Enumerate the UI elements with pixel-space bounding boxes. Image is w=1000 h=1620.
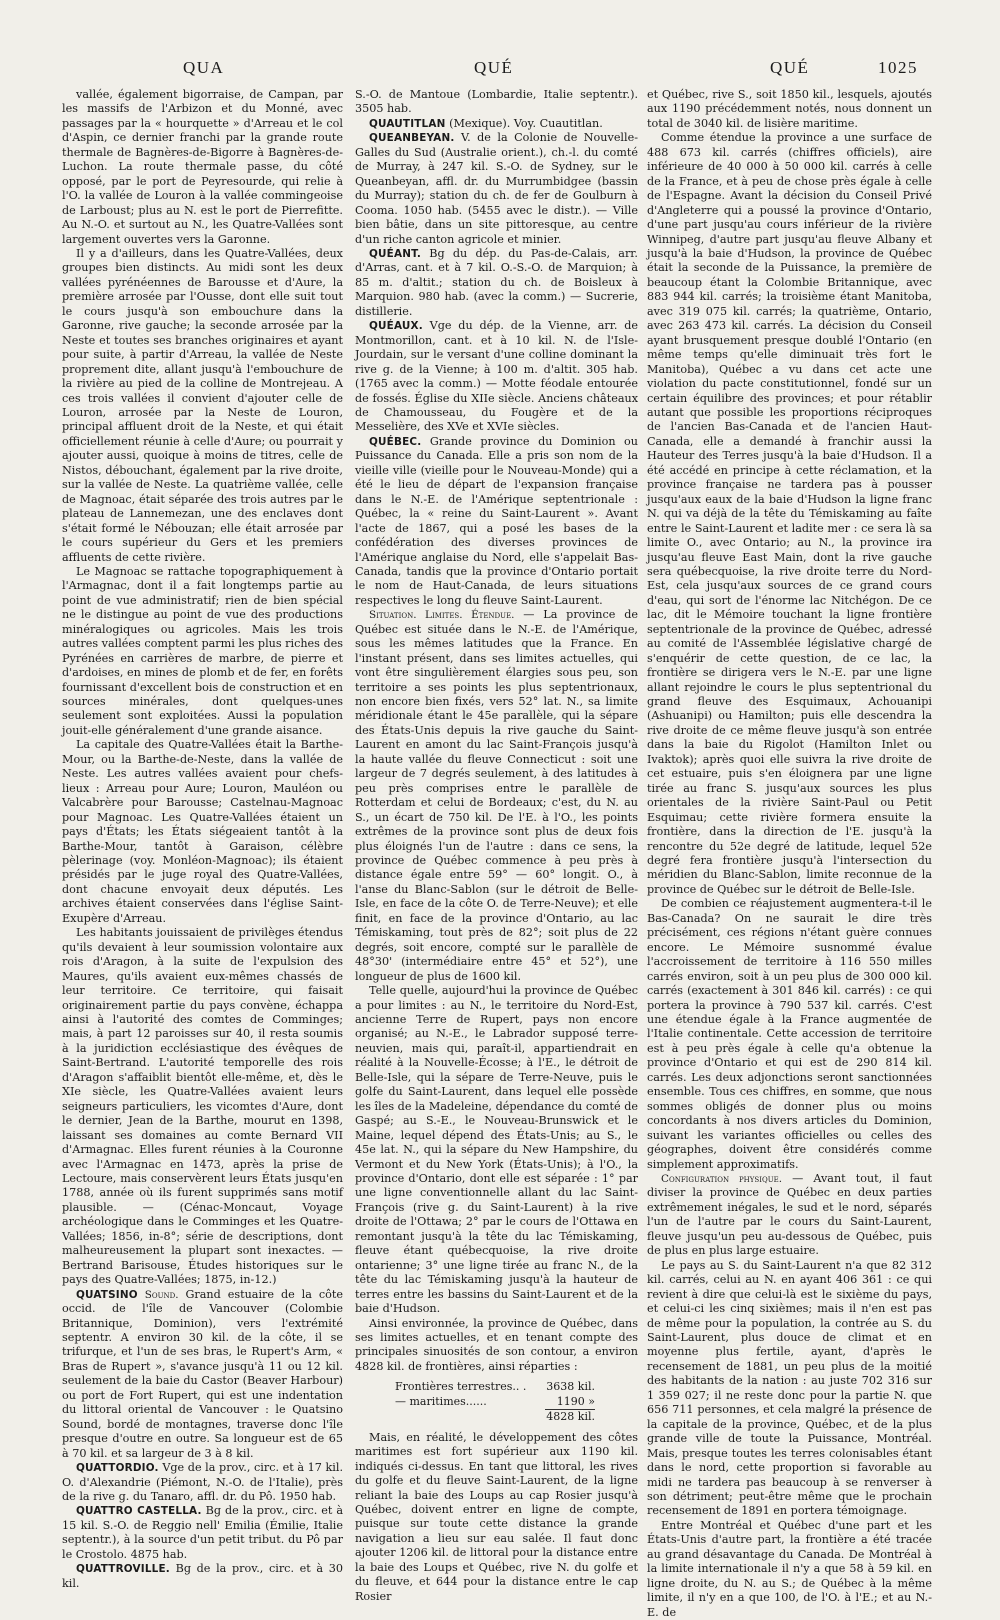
paragraph xyxy=(355,131,638,247)
paragraph-text: S.-O. de Mantoue (Lombardie, Italie septentr.). 3505 hab. xyxy=(355,88,638,116)
paragraph xyxy=(62,565,343,738)
paragraph xyxy=(355,117,638,131)
paragraph-text: Bg de la prov., circ. et à 30 kil. xyxy=(62,1562,343,1590)
paragraph-text: Bg de la prov., circ. et à 15 kil. S.-O. de Reggio nell' Emilia (Émilie, Italie septentr.), à la source d'un petit tribut. du Pô par le Crostolo. 4875 hab. xyxy=(62,1504,343,1561)
paragraph xyxy=(355,608,638,984)
headword: QUATTORDIO. xyxy=(76,1462,159,1475)
paragraph xyxy=(62,88,343,247)
paragraph xyxy=(355,1431,638,1604)
paragraph xyxy=(62,1504,343,1562)
headword: QUATSINO xyxy=(76,1288,138,1301)
paragraph xyxy=(355,247,638,319)
headword: QUATTRO CASTELLA. xyxy=(76,1505,202,1518)
paragraph-text: Vge de la prov., circ. et à 17 kil. O. d'Alexandrie (Piémont, N.-O. de l'Italie), près de la rive g. du Tanaro, affl. dr. du Pô. 1950 hab. xyxy=(62,1461,344,1503)
paragraph-text: De combien ce réajustement augmentera-t-il le Bas-Canada? On ne saurait le dire très précisément, ces régions n'étant guère connues encore. Le Mémoire susnommé évalue l'accroissement de territoire à 116 550 milles carrés environ, soit à un peu plus de 300 000 kil. carrés (exactement à 301 846 kil. carrés) : ce qui portera la province à 790 537 kil. carrés. C'est une étendue égale à la France augmentée de l'Italie continentale. Cette accession de territoire est à peu près égale à celle qu'a obtenue la province d'Ontario et qui est de 290 814 kil. carrés. Les deux adjonctions seront sanctionnées ensemble. Tous ces chiffres, en somme, que nous sommes obligés de donner plus ou moins concordants à nos divers articles du Dominion, suivant les variantes officielles ou celles des géographes, doivent être considérés comme simplement approximatifs. xyxy=(647,897,932,1171)
paragraph-text: La capitale des Quatre-Vallées était la Barthe-Mour, ou la Barthe-de-Neste, dans la vallée de Neste. Les autres vallées avaient pour chefs-lieux : Arreau pour Aure; Louron, Mauléon ou Valcabrère pour Barousse; Castelnau-Magnoac pour Magnoac. Les Quatre-Vallées étaient un pays d'États; les États siégeaient tantôt à la Barthe-Mour, tantôt à Garaison, célèbre pèlerinage (voy. Monléon-Magnoac); ils étaient présidés par le juge royal des Quatre-Vallées, dont chacune envoyait deux députés. Les archives étaient conservées dans l'église Saint-Exupère d'Arreau. xyxy=(62,738,343,925)
paragraph-text: — La province de Québec est située dans le N.-E. de l'Amérique, sous les mêmes latitudes que la France. En l'instant présent, dans ses limites actuelles, qui vont être singulièrement élargies sous peu, son territoire a ses points les plus septentrionaux, non encore bien fixés, vers 52° lat. N., sa limite méridionale étant le 45e parallèle, qui la sépare des États-Unis depuis la rive gauche du Saint-Laurent en amont du lac Saint-François jusqu'à la haute vallée du fleuve Connecticut : soit une largeur de 7 degrés seulement, à des latitudes à peu près comprises entre le parallèle de Rotterdam et celui de Bordeaux; c'est, du N. au S., un écart de 750 kil. De l'E. à l'O., les points extrêmes de la province sont plus de deux fois plus éloignés l'un de l'autre : dans ce sens, la province de Québec commence à peu près à distance égale entre 59° — 60° longit. O., à l'anse du Blanc-Sablon (sur le détroit de Belle-Isle, en face de la côte O. de Terre-Neuve); et elle finit, en face de la province d'Ontario, au lac Témiskaming, tout près de 82°; soit plus de 22 degrés, soit encore, compté sur le parallèle de 48°30' (intermédiaire entre 45° et 52°), une longueur de plus de 1600 kil. xyxy=(355,608,638,983)
frontier-value: 3638 kil. xyxy=(546,1380,595,1394)
paragraph xyxy=(62,1461,343,1504)
paragraph xyxy=(62,926,343,1287)
paragraph xyxy=(62,1288,343,1461)
headword: QUAUTITLAN xyxy=(369,117,446,130)
running-head-right: QUÉ xyxy=(770,58,810,77)
paragraph-text: Grande province du Dominion ou Puissance du Canada. Elle a pris son nom de la vieille ville (vieille pour le Nouveau-Monde) qui a été le lieu de départ de l'expansion française dans le N.-E. de l'Amérique septentrionale : Québec, la « reine du Saint-Laurent ». Avant l'acte de 1867, qui a posé les bases de la confédération des diverses provinces de l'Amérique anglaise du Nord, elle s'appelait Bas-Canada, tandis que la province d'Ontario portait le nom de Haut-Canada, de leurs situations respectives le long du fleuve Saint-Laurent. xyxy=(355,434,638,607)
paragraph xyxy=(355,984,638,1316)
paragraph-text: Vge du dép. de la Vienne, arr. de Montmorillon, cant. et à 10 kil. N. de l'Isle-Jourdain, sur le versant d'une colline dominant la rive g. de la Vienne; à 100 m. d'altit. 305 hab. (1765 avec la comm.) — Motte féodale entourée de fossés. Église du XIIe siècle. Anciens châteaux de Chamousseau, du Fougère et de la Messelière, des XVe et XVIe siècles. xyxy=(355,319,638,434)
paragraph xyxy=(62,247,343,565)
paragraph-text: Mais, en réalité, le développement des côtes maritimes est fort supérieur aux 1190 kil. indiqués ci-dessus. En tant que littoral, les rives du golfe et du fleuve Saint-Laurent, de la ligne reliant la baie des Loups au cap Rosier jusqu'à Québec, doivent entrer en ligne de compte, puisque sur toute cette distance la grande navigation a lieu sur eau salée. Il faut donc ajouter 1206 kil. de littoral pour la distance entre la baie des Loups et Québec, rive N. du golfe et du fleuve, et 644 pour la distance entre le cap Rosier xyxy=(355,1430,638,1603)
running-head-center: QUÉ xyxy=(474,58,514,77)
paragraph xyxy=(62,1562,343,1591)
paragraph-text: Ainsi environnée, la province de Québec, dans ses limites actuelles, et en tenant compte des principales sinuosités de son contour, a environ 4828 kil. de frontières, ainsi réparties : xyxy=(355,1316,638,1373)
paragraph-text: Les habitants jouissaient de privilèges étendus qu'ils devaient à leur soumission volontaire aux rois d'Aragon, à la suite de l'expulsion des Maures, qu'ils avaient eux-mêmes chassés de leur territoire. Ce territoire, qui faisait originairement partie du pays convène, échappa ainsi à l'autorité des comtes de Comminges; mais, à part 12 paroisses sur 40, il resta soumis à la juridiction ecclésiastique des évêques de Saint-Bertrand. L'autorité temporelle des rois d'Aragon s'affaiblit bientôt elle-même, et, dès le XIe siècle, les Quatre-Vallées avaient leurs seigneurs particuliers, les vicomtes d'Aure, dont le dernier, Jean de la Barthe, mourut en 1398, laissant ses domaines au comte Bernard VII d'Armagnac. Elles furent réunies à la Couronne avec l'Armagnac en 1473, après la prise de Lectoure, mais conservèrent leurs États jusqu'en 1788, année où ils furent supprimés sans motif plausible. — (Cénac-Moncaut, Voyage archéologique dans le Comminges et les Quatre-Vallées; 1856, in-8°; série de descriptions, dont malheureusement la plupart sont inexactes. — Bertrand Barisouse, Études historiques sur le pays des Quatre-Vallées; 1875, in-12.) xyxy=(62,926,343,1287)
paragraph xyxy=(355,319,638,435)
paragraph xyxy=(355,435,638,608)
paragraph xyxy=(647,1259,932,1519)
column-2-part-a xyxy=(355,88,638,1374)
column-2 xyxy=(355,88,638,1604)
frontier-total: 4828 kil. xyxy=(546,1410,595,1424)
paragraph-text: Grand estuaire de la côte occid. de l'île de Vancouver (Colombie Britannique, Dominion), vers l'extrémité septentr. A environ 30 kil. de la côte, il se trifurque, et l'un de ses bras, le Rupert's Arm, « Bras de Rupert », s'avance jusqu'à 11 ou 12 kil. seulement de la baie du Castor (Beaver Harbour) ou port de Fort Rupert, qui est une indentation du littoral oriental de Vancouver : le Quatsino Sound, bordé de montagnes, traverse donc l'île presque d'outre en outre. Sa longueur est de 65 à 70 kil. et sa largeur de 3 à 8 kil. xyxy=(62,1287,343,1460)
page-number: 1025 xyxy=(878,58,918,77)
headword: QUÉANT. xyxy=(369,247,421,260)
paragraph xyxy=(355,1317,638,1375)
paragraph xyxy=(647,88,932,131)
column-1 xyxy=(62,88,343,1591)
paragraph xyxy=(647,897,932,1172)
frontier-row-maritime xyxy=(395,1395,595,1409)
section-heading: Configuration physique. xyxy=(661,1172,783,1185)
running-head-left: QUA xyxy=(183,58,225,77)
headword: QUÉAUX. xyxy=(369,320,423,333)
headword: QUEANBEYAN. xyxy=(369,132,455,145)
section-heading: Situation. Limites. Étendue. xyxy=(369,609,515,622)
paragraph-text: Entre Montréal et Québec d'une part et les États-Unis d'autre part, la frontière a été tracée au grand désavantage du Canada. De Montréal à la limite internationale il n'y a que 58 à 59 kil. en ligne droite, du N. au S.; de Québec à la même limite, il n'y en a que 100, de l'O. à l'E.; et au N.-E. de xyxy=(647,1518,932,1619)
column-2-part-b xyxy=(355,1431,638,1604)
frontier-table xyxy=(395,1380,595,1424)
paragraph xyxy=(62,738,343,926)
paragraph xyxy=(647,1519,932,1620)
headword: QUATTROVILLE. xyxy=(76,1563,170,1576)
column-3 xyxy=(647,88,932,1620)
paragraph-text: Bg du dép. du Pas-de-Calais, arr. d'Arras, cant. et à 7 kil. O.-S.-O. de Marquion; à 85 m. d'altit.; station du ch. de Boisleux à Marquion. 980 hab. (avec la comm.) — Sucrerie, distillerie. xyxy=(355,246,638,318)
paragraph-text: (Mexique). Voy. Cuautitlan. xyxy=(449,116,603,130)
frontier-value: 1190 » xyxy=(556,1394,595,1408)
paragraph xyxy=(647,1172,932,1259)
paragraph-text: Comme étendue la province a une surface de 488 673 kil. carrés (chiffres officiels), aire inférieure de 40 000 à 50 000 kil. carrés à celle de la France, et à peu de chose près égale à celle de l'Espagne. Avant la décision du Conseil Privé d'Angleterre qui a poussé la province d'Ontario, d'une part jusqu'au cours inférieur de la rivière Winnipeg, d'autre part jusqu'au fleuve Albany et jusqu'à la baie d'Hudson, la province de Québec était la seconde de la Puissance, la première de beaucoup étant la Colombie Britannique, avec 883 944 kil. carrés; la troisième étant Manitoba, avec 319 075 kil. carrés; la quatrième, Ontario, avec 263 473 kil. carrés. La décision du Conseil ayant brusquement presque doublé l'Ontario (en même temps qu'elle diminuait très fort le Manitoba), Québec a vu dans cet acte une violation du pacte constitutionnel, fondé sur un certain équilibre des provinces; et pour rétablir autant que possible les proportions réciproques de l'ancien Bas-Canada et de l'ancien Haut-Canada, elle a demandé à franchir aussi la Hauteur des Terres jusqu'à la baie d'Hudson. Il a été accédé en principe à cette réclamation, et la province française ne tardera pas à pousser jusqu'aux eaux de la baie d'Hudson la ligne franc N. qui va déjà de la tête du Témiskaming au faîte entre le Saint-Laurent et ladite mer : ce sera là sa limite O., avec Ontario; au N., la province ira jusqu'au fleuve East Main, dont la rive gauche sera québecquoise, la rive droite terre du Nord-Est, cela jusqu'aux sources de ce grand cours d'eau, qui sort de l'énorme lac Nitchégon. De ce lac, dit le Mémoire touchant la ligne frontière septentrionale de la province de Québec, adressé au comité de l'Assemblée législative chargé de s'enquérir de cette question, de ce lac, la frontière se dirigera vers le N.-E. par une ligne allant rejoindre le cours le plus septentrional du grand fleuve des Esquimaux, Achouanipi (Ashuanipi) ou Hamilton; puis elle descendra la rive droite de ce même fleuve jusqu'à son entrée dans la baie du Rigolot (Hamilton Inlet ou Ivaktok); après quoi elle suivra la rive droite de cet estuaire, puis s'en éloignera par une ligne tirée au franc S. jusqu'aux sources les plus orientales de la rivière Saint-Paul ou Petit Esquimau; cette rivière formera ensuite la frontière, dans la direction de l'E. jusqu'à la rencontre du 52e degré de latitude, lequel 52e degré fera frontière jusqu'à l'intersection du méridien du Blanc-Sablon, limite reconnue de la province de Québec sur le détroit de Belle-Isle. xyxy=(647,131,932,896)
paragraph-text: Telle quelle, aujourd'hui la province de Québec a pour limites : au N., le territoire du Nord-Est, ancienne Terre de Rupert, pays non encore organisé; au N.-E., le Labrador supposé terre-neuvien, mais qui, paraît-il, appartiendrait en réalité à la Nouvelle-Écosse; à l'E., le détroit de Belle-Isle, qui la sépare de Terre-Neuve, puis le golfe du Saint-Laurent, dans lequel elle possède les îles de la Madeleine, dépendance du comté de Gaspé; au S.-E., le Nouveau-Brunswick et le Maine, lequel dépend des États-Unis; au S., le 45e lat. N., qui la sépare du New Hampshire, du Vermont et du New York (États-Unis); à l'O., la province d'Ontario, dont elle est séparée : 1° par une ligne conventionnelle allant du lac Saint-François (rive g. du Saint-Laurent) à la rive droite de l'Ottawa; 2° par le cours de l'Ottawa en remontant jusqu'à la tête du lac Témiskaming, fleuve étant québecquoise, la rive droite ontarienne; 3° une ligne tirée au franc N., de la tête du lac Témiskaming jusqu'à la hauteur de terres entre les bassins du Saint-Laurent et de la baie d'Hudson. xyxy=(355,984,638,1316)
paragraph-text: Le pays au S. du Saint-Laurent n'a que 82 312 kil. carrés, celui au N. en ayant 406 361 : ce qui revient à dire que celui-là est le sixième du pays, et celui-ci les cinq sixièmes; mais il n'en est pas de même pour la population, la contrée au S. du Saint-Laurent, plus douce de climat et en moyenne plus fertile, ayant, d'après le recensement de 1881, un peu plus de la moitié des habitants de la nation : au juste 702 316 sur 1 359 027; il ne reste donc pour la partie N. que 656 711 personnes, et cela malgré la présence de la capitale de la province, Québec, et de la plus grande ville de toute la Puissance, Montréal. Mais, presque toutes les terres colonisables étant dans le nord, cette proportion si favorable au midi ne tardera pas beaucoup à se renverser à son détriment; peut-être même que le prochain recensement de 1891 en portera témoignage. xyxy=(647,1258,932,1518)
paragraph-text: Il y a d'ailleurs, dans les Quatre-Vallées, deux groupes bien distincts. Au midi sont les deux vallées pyrénéennes de Barousse et d'Aure, la première arrosée par l'Ousse, dont elle suit tout le cours jusqu'à son embouchure dans la Garonne, rive gauche; la seconde arrosée par la Neste et toutes ses branches originaires et ayant pour suite, à partir d'Arreau, la vallée de Neste proprement dite, allant jusqu'à l'embouchure de la rivière au pied de la colline de Montrejeau. A ces trois vallées il convient d'ajouter celle de Louron, arrosée par la Neste de Louron, principal affluent droit de la Neste, et qui était officiellement réunie à celle d'Aure; ou pourrait y ajouter aussi, quoique à moins de titres, celle de Nistos, débouchant, également par la rive droite, sur la vallée de Neste. La quatrième vallée, celle de Magnoac, était séparée des trois autres par le plateau de Lannemezan, une des enclaves dont s'était formé le Nébouzan; elle était arrosée par le cours supérieur du Gers et les premiers affluents de cette rivière. xyxy=(62,246,343,564)
paragraph xyxy=(355,88,638,117)
paragraph xyxy=(647,131,932,897)
section-heading: Sound. xyxy=(144,1288,179,1301)
paragraph-text: vallée, également bigorraise, de Campan, par les massifs de l'Arbizon et du Monné, avec passages par la « hourquette » d'Arreau et le col d'Aspin, ce dernier franchi par la grande route thermale de Bagnères-de-Bigorre à Bagnères-de-Luchon. La route thermale passe, du côté opposé, par le port de Peyresourde, qui relie à l'O. la vallée de Louron à la vallée commingeoise de Larboust; plus au N. est le port de Pierrefitte. Au N.-O. et surtout au N., les Quatre-Vallées sont largement ouvertes vers la Garonne. xyxy=(62,88,343,246)
frontier-label: Frontières terrestres.. . xyxy=(395,1380,527,1394)
paragraph-text: Le Magnoac se rattache topographiquement à l'Armagnac, dont il a fait longtemps partie au point de vue administratif; rien de bien spécial ne le distingue au point de vue des productions minéralogiques ou agricoles. Mais les trois autres vallées comptent parmi les plus riches des Pyrénées en carrières de marbre, de pierre et d'ardoises, en mines de plomb et de fer, en forêts fournissant d'excellent bois de construction et en sources minérales, dont quelques-unes seulement sont exploitées. Aussi la population jouit-elle généralement d'une grande aisance. xyxy=(62,564,343,737)
paragraph-text: — Avant tout, il faut diviser la province de Québec en deux parties extrêmement inégales, le sud et le nord, séparés l'un de l'autre par le cours du Saint-Laurent, fleuve jusqu'un peu au-dessous de Québec, puis de plus en plus large estuaire. xyxy=(647,1171,932,1258)
paragraph-text: V. de la Colonie de Nouvelle-Galles du Sud (Australie orient.), ch.-l. du comté de Murray, à 247 kil. S.-O. de Sydney, sur le Queanbeyan, affl. dr. du Murrumbidgee (bassin du Murray); station du ch. de fer de Goulburn à Cooma. 1050 hab. (5455 avec le distr.). — Ville bien bâtie, dans un site pittoresque, au centre d'un riche canton agricole et minier. xyxy=(355,131,638,246)
paragraph-text: et Québec, rive S., soit 1850 kil., lesquels, ajoutés aux 1190 précédemment notés, nous donnent un total de 3040 kil. de lisière maritime. xyxy=(647,88,932,130)
headword: QUÉBEC. xyxy=(369,435,422,448)
frontier-row-terrestrial xyxy=(395,1380,595,1394)
frontier-label: — maritimes...... xyxy=(395,1394,487,1408)
